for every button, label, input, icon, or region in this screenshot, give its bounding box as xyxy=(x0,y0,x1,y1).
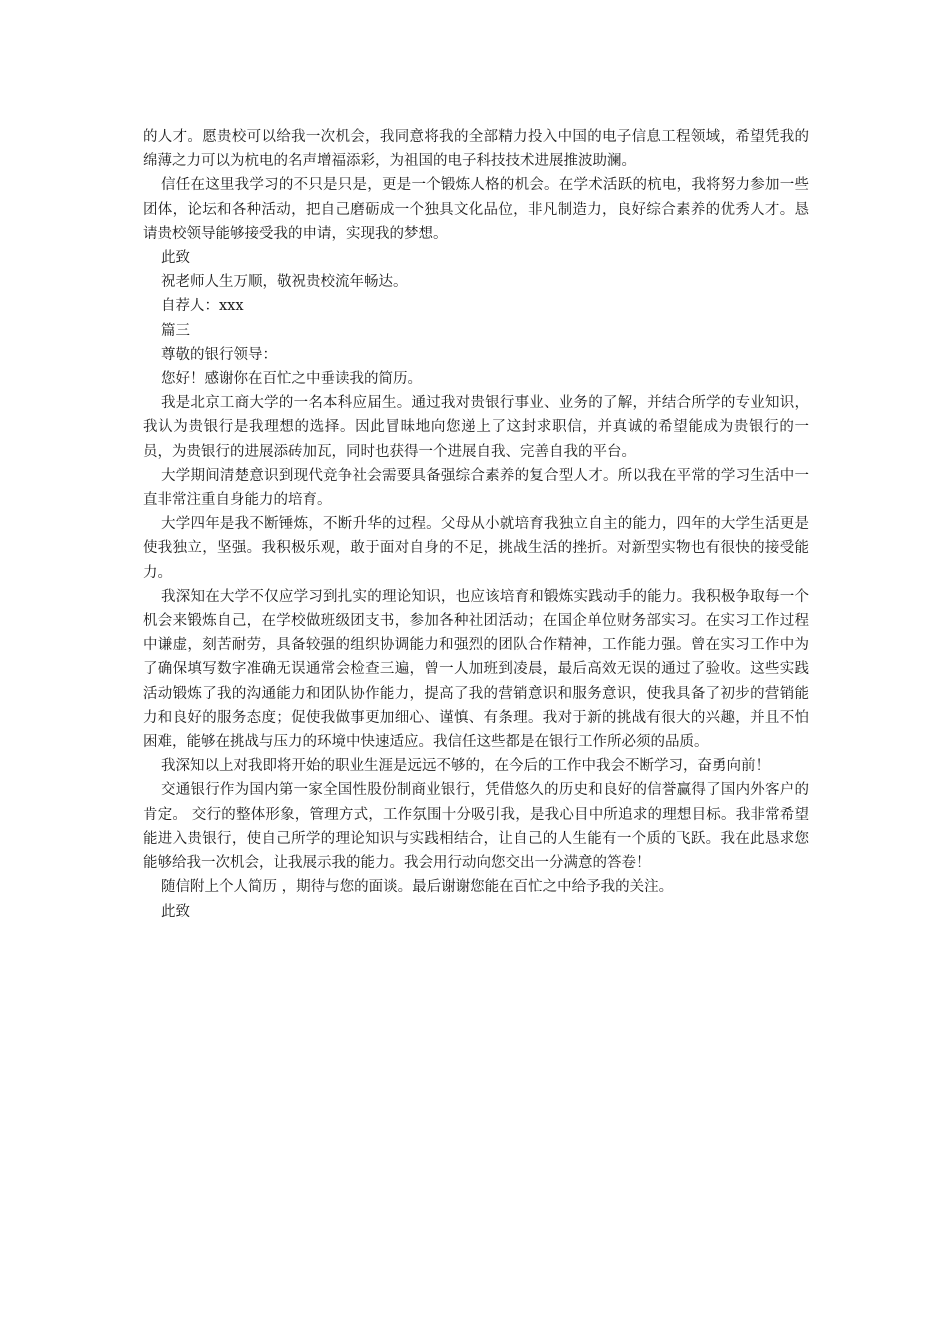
letter-greeting: 尊敬的银行领导： xyxy=(161,346,277,363)
paragraph: 交通银行作为国内第一家全国性股份制商业银行，凭借悠久的历史和良好的信誉赢得了国内外客户的肯定。 交行的整体形象，管理方式，工作氛围十分吸引我，是我心目中所追求的理想目标。我非常希望能进入贵银行，使自己所学的理论知识与实践相结合，让自己的人生能有一个质的飞跃。我在此恳求您能够给我一次机会，让我展示我的能力。我会用行动向您交出一分满意的答卷！ xyxy=(143,782,809,872)
paragraph: 您好！感谢你在百忙之中垂读我的简历。 xyxy=(161,371,422,388)
document-body xyxy=(143,125,809,924)
paragraph: 我是北京工商大学的一名本科应届生。通过我对贵银行事业、业务的了解，并结合所学的专业知识，我认为贵银行是我理想的选择。因此冒昧地向您递上了这封求职信，并真诚的希望能成为贵银行的一员，为贵银行的进展添砖加瓦，同时也获得一个进展自我、完善自我的平台。 xyxy=(143,395,809,460)
paragraph: 随信附上个人简历 ，期待与您的面谈。最后谢谢您能在百忙之中给予我的关注。 xyxy=(161,879,674,896)
paragraph: 我深知以上对我即将开始的职业生涯是远远不够的，在今后的工作中我会不断学习，奋勇向前！ xyxy=(161,758,770,775)
paragraph: 大学期间清楚意识到现代竞争社会需要具备强综合素养的复合型人才。所以我在平常的学习生活中一直非常注重自身能力的培育。 xyxy=(143,467,809,509)
section-heading: 篇三 xyxy=(161,322,190,339)
paragraph: 大学四年是我不断锤炼，不断升华的过程。父母从小就培育我独立自主的能力，四年的大学生活更是使我独立，坚强。我积极乐观，敢于面对自身的不足，挑战生活的挫折。对新型实物也有很快的接受能力。 xyxy=(143,516,809,581)
paragraph: 信任在这里我学习的不只是只是，更是一个锻炼人格的机会。在学术活跃的杭电，我将努力参加一些团体，论坛和各种活动，把自己磨砺成一个独具文化品位，非凡制造力，良好综合素养的优秀人才。恳请贵校领导能够接受我的申请，实现我的梦想。 xyxy=(143,177,809,242)
closing-salutation: 此致 xyxy=(161,250,190,267)
closing-salutation: 此致 xyxy=(161,903,190,920)
closing-wishes: 祝老师人生万顺，敬祝贵校流年畅达。 xyxy=(161,274,408,291)
paragraph: 我深知在大学不仅应学习到扎实的理论知识，也应该培育和锻炼实践动手的能力。我积极争取每一个机会来锻炼自己，在学校做班级团支书，参加各种社团活动；在国企单位财务部实习。在实习工作过程中谦虚，刻苦耐劳，具备较强的组织协调能力和强烈的团队合作精神，工作能力强。曾在实习工作中为了确保填写数字准确无误通常会检查三遍，曾一人加班到凌晨，最后高效无误的通过了验收。这些实践活动锻炼了我的沟通能力和团队协作能力，提高了我的营销意识和服务意识，使我具备了初步的营销能力和良好的服务态度；促使我做事更加细心、谨慎、有条理。我对于新的挑战有很大的兴趣，并且不怕困难，能够在挑战与压力的环境中快速适应。我信任这些都是在银行工作所必须的品质。 xyxy=(143,588,809,751)
paragraph: 的人才。愿贵校可以给我一次机会，我同意将我的全部精力投入中国的电子信息工程领域，希望凭我的绵薄之力可以为杭电的名声增福添彩，为祖国的电子科技技术进展推波助澜。 xyxy=(143,129,809,170)
signature-line: 自荐人：xxx xyxy=(161,298,244,315)
